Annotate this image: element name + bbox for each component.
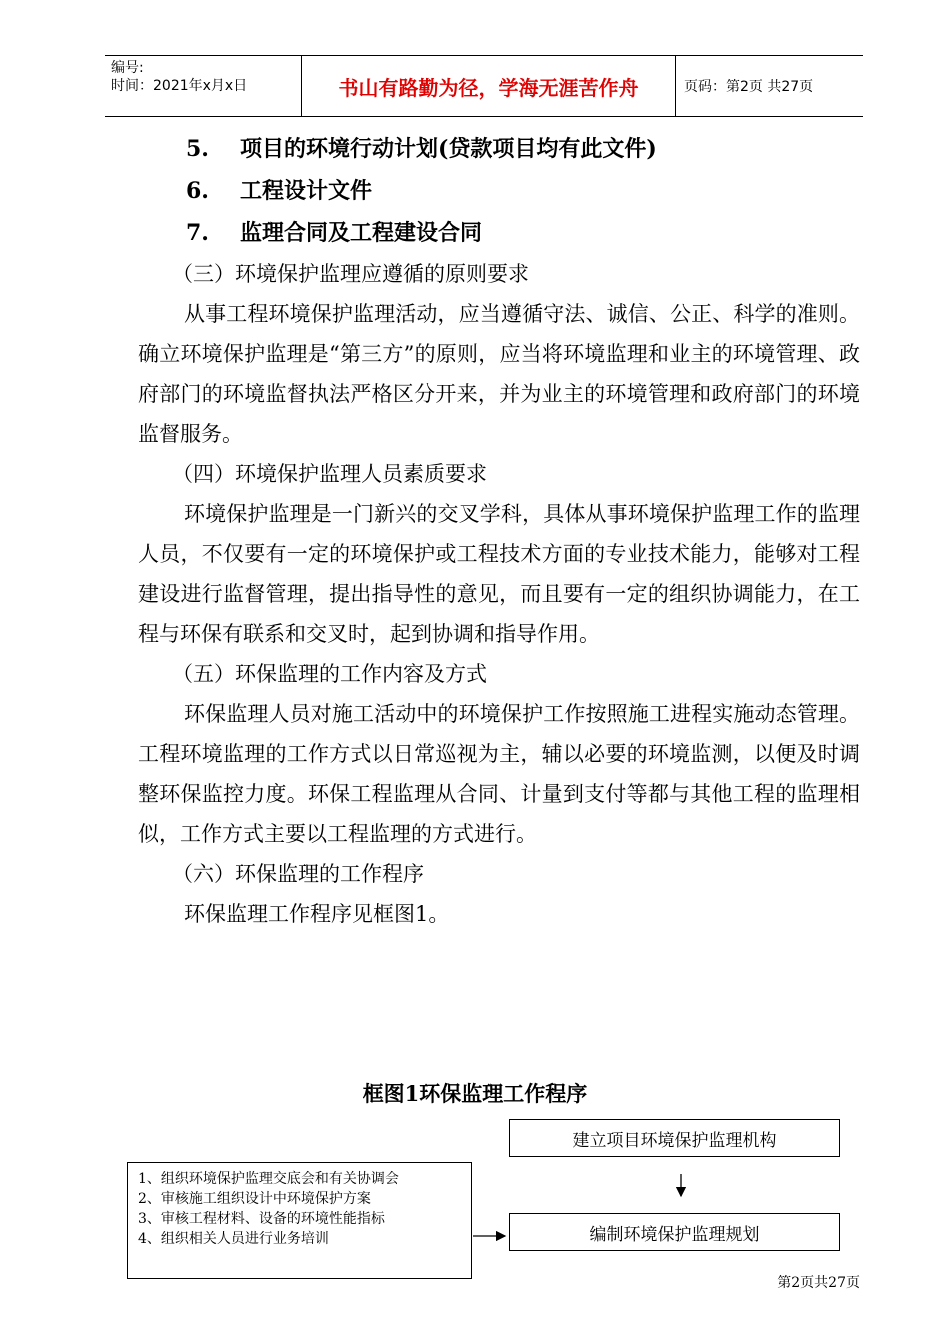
flowchart-box-label: 建立项目环境保护监理机构: [572, 1130, 777, 1151]
flowchart-box-compile-plan: [509, 1213, 840, 1251]
flowchart-task-item: 2、审核施工组织设计中环境保护方案: [138, 1191, 371, 1207]
header-page-label: 页码：第2页 共27页: [684, 79, 814, 95]
section-title: （三）环境保护监理应遵循的原则要求: [172, 262, 529, 286]
flowchart-box-task-list: [127, 1162, 472, 1279]
header-page-cell: [676, 56, 863, 116]
item-text: 项目的环境行动计划(贷款项目均有此文件): [240, 136, 657, 162]
flowchart-task-item: 1、组织环境保护监理交底会和有关协调会: [138, 1171, 399, 1187]
flowchart-task-item: 3、审核工程材料、设备的环境性能指标: [138, 1211, 385, 1227]
section-paragraph: 从事工程环境保护监理活动，应当遵循守法、诚信、公正、科学的准则。确立环境保护监理是“第三方”的原则，应当将环境监理和业主的环境管理、政府部门的环境监督执法严格区分开来，并为业主的环境管理和政府部门的环境监督服务。: [138, 302, 860, 446]
numbered-item: [138, 170, 860, 212]
header-meta: [105, 56, 302, 116]
section-title: （六）环保监理的工作程序: [172, 862, 424, 886]
section-title: （四）环境保护监理人员素质要求: [172, 462, 487, 486]
item-text: 监理合同及工程建设合同: [240, 220, 483, 246]
figure-title: 框图1环保监理工作程序: [362, 1081, 588, 1106]
page-header: [105, 55, 863, 117]
item-number: 6.: [186, 178, 209, 204]
section-paragraph: 环保监理人员对施工活动中的环境保护工作按照施工进程实施动态管理。工程环境监理的工作方式以日常巡视为主，辅以必要的环境监测，以便及时调整环保监控力度。环保工程监理从合同、计量到支付等都与其他工程的监理相似，工作方式主要以工程监理的方式进行。: [138, 702, 860, 846]
header-id-label: 编号:: [111, 60, 144, 76]
flowchart-box-label: 编制环境保护监理规划: [589, 1224, 760, 1245]
header-motto-cell: [302, 56, 676, 116]
header-time-label: 时间：2021年x月x日: [111, 78, 248, 94]
section-paragraph: 环保监理工作程序见框图1。: [184, 902, 450, 926]
document-body: [138, 128, 860, 934]
flowchart-task-item: 4、组织相关人员进行业务培训: [138, 1231, 329, 1247]
section-paragraph: 环境保护监理是一门新兴的交叉学科，具体从事环境保护监理工作的监理人员，不仅要有一定的环境保护或工程技术方面的专业技术能力，能够对工程建设进行监督管理，提出指导性的意见，而且要有一定的组织协调能力，在工程与环保有联系和交叉时，起到协调和指导作用。: [138, 502, 860, 646]
item-text: 工程设计文件: [240, 178, 373, 204]
flowchart-box-establish-agency: [509, 1119, 840, 1157]
section-title: （五）环保监理的工作内容及方式: [172, 662, 487, 686]
item-number: 5.: [186, 136, 209, 162]
item-number: 7.: [186, 220, 209, 246]
page-footer: 第2页共27页: [777, 1275, 860, 1291]
numbered-item: [138, 128, 860, 170]
header-motto: 书山有路勤为径，学海无涯苦作舟: [338, 75, 639, 100]
numbered-item: [138, 212, 860, 254]
